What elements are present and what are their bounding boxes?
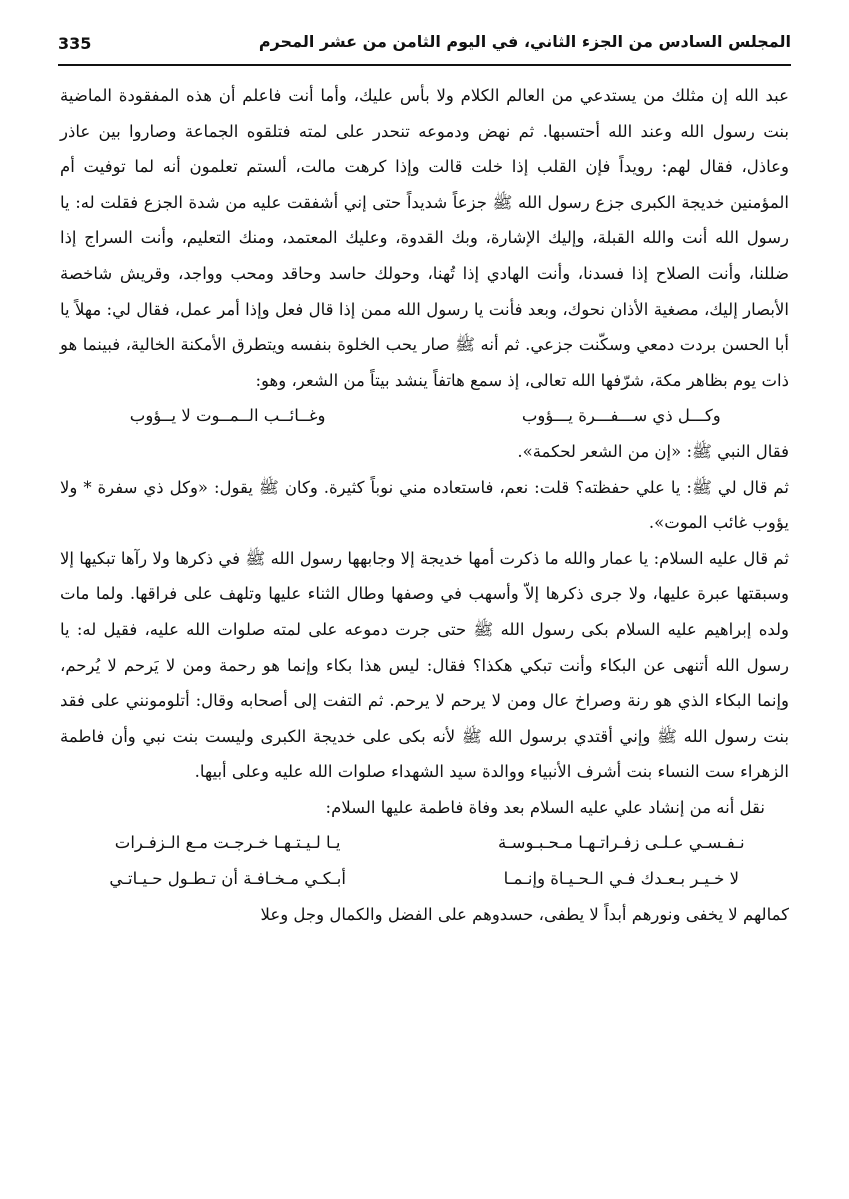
paragraph: كمالهم لا يخفى ونورهم أبداً لا يطفى، حسدوهم على الفضل والكمال وجل وعلا: [260, 904, 789, 924]
verse-line: [60, 861, 789, 897]
verse-line: [60, 398, 789, 434]
verse-second-hemistich: وغــائــب الــمــوت لا يــؤوب: [129, 406, 326, 426]
paragraph-intro: نقل أنه من إنشاد علي عليه السلام بعد وفاة فاطمة عليها السلام:: [325, 797, 765, 817]
page-number: 335: [58, 34, 92, 53]
verse-first-hemistich: نـفـسـي عـلـى زفـراتـهـا مـحـبـوسـة: [498, 833, 745, 853]
paragraph: ثم قال لي ﷺ: يا علي حفظته؟ قلت: نعم، فاستعاده مني نوباً كثيرة. وكان ﷺ يقول: «وكل ذي سفرة * ولا يؤوب غائب الموت».: [60, 477, 789, 533]
page-body: [60, 78, 789, 932]
verse-line: [60, 825, 789, 861]
running-title: المجلس السادس من الجزء الثاني، في اليوم الثامن من عشر المحرم: [258, 32, 791, 51]
page-header: [58, 30, 791, 66]
paragraph: فقال النبي ﷺ: «إن من الشعر لحكمة».: [517, 441, 789, 461]
verse-second-hemistich: يـا لـيـتـهـا خـرجـت مـع الـزفـرات: [114, 833, 341, 853]
verse-first-hemistich: لا خـيـر بـعـدك فـي الـحـيـاة وإنـمـا: [503, 869, 739, 889]
paragraph: ثم قال عليه السلام: يا عمار والله ما ذكرت أمها خديجة إلا وجابهها رسول الله ﷺ في ذكرها ولا رآها تبكيها إلا وسبقتها عبرة عليها، ولا جرى ذكرها إلاّ وأسهب في وصفها وطال الثناء عليها وتلهف على فراقها. ولما مات ولده إبراهيم عليه السلام بكى رسول الله ﷺ حتى جرت دموعه على لمته صلوات الله عليه، فقيل له: يا رسول الله أتنهى عن البكاء وأنت تبكي هكذا؟ فقال: ليس هذا بكاء وإنما هو رحمة ومن لا يَرحم لا يُرحم، وإنما البكاء الذي هو رنة وصراخ عال ومن لا يرحم لا يرحم. ثم التفت إلى أصحابه وقال: أتلومونني على فقد بنت رسول الله ﷺ وإني أقتدي برسول الله ﷺ لأنه بكى على خديجة الكبرى وليست بنت نبي وأن فاطمة الزهراء ست النساء بنت أشرف الأنبياء ووالدة سيد الشهداء صلوات الله عليه وعلى أبيها.: [60, 548, 789, 782]
verse-first-hemistich: وكـــل ذي ســـفـــرة يـــؤوب: [521, 406, 721, 426]
verse-second-hemistich: أبـكـي مـخـافـة أن تـطـول حـيـاتـي: [109, 869, 346, 889]
paragraph: عبد الله إن مثلك من يستدعي من العالم الكلام ولا بأس عليك، وأما أنت فاعلم أن هذه المفقودة الماضية بنت رسول الله وعند الله أحتسبها. ثم نهض ودموعه تنحدر على لمته فتلقوه الجماعة وصاروا بين عاذر وعاذل، فقال لهم: رويداً فإن القلب إذا خلت قالت وإذا كرهت مالت، ألستم تعلمون أنه لما توفيت أم المؤمنين خديجة الكبرى جزع رسول الله ﷺ جزعاً شديداً حتى إني أشفقت عليه من شدة الجزع فقلت له: يا رسول الله أنت والله القبلة، وإليك الإشارة، وبك القدوة، وعليك المعتمد، ومنك التعليم، وأنت السراج إذا ضللنا، وأنت الصلاح إذا فسدنا، وأنت الهادي إذا تُهنا، وحولك حاسد وحاقد ومحب وواجد، وقريش شاخصة الأبصار إليك، مصغية الأذان نحوك، وبعد فأنت يا رسول الله ممن إذا قال فعل وإذا أمر عمل، فقال لي: مهلاً يا أبا الحسن بردت دمعي وسكّنت جزعي. ثم أنه ﷺ صار يحب الخلوة بنفسه ويتطرق الأمكنة الخالية، فبينما هو ذات يوم بظاهر مكة، شرّفها الله تعالى، إذ سمع هاتفاً ينشد بيتاً من الشعر، وهو:: [60, 86, 789, 390]
